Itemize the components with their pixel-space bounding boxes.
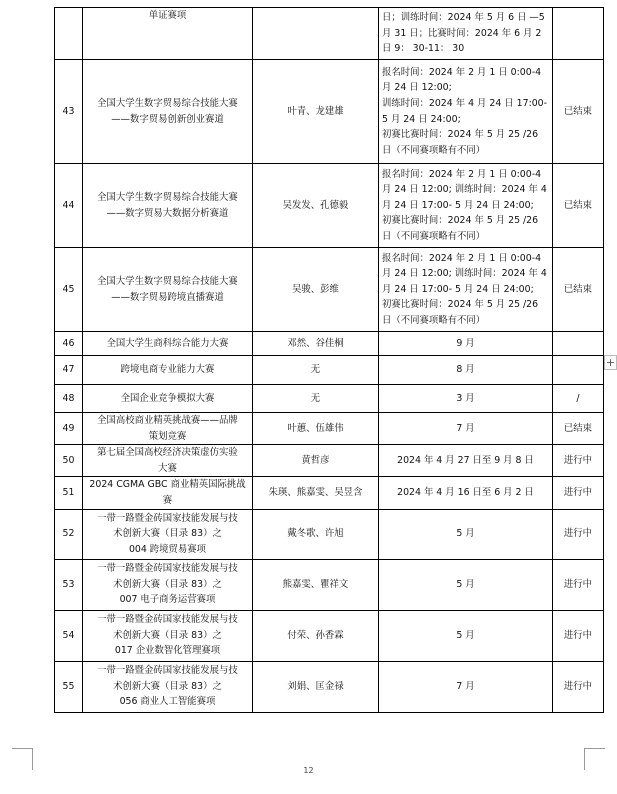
participants: 刘娟、匡金禄 [253,661,379,712]
competition-name: 第七届全国高校经济决策虚仿实验 大赛 [83,445,253,477]
schedule: 报名时间：2024 年 2 月 1 日 0:00-4 月 24 日 12:00; 训练时间：2024 年 4 月 24 日 17:00- 5 月 24 日 24:00; 初赛比赛时间：2024 年 5 月 25 /26 日（不同赛项略有不同） [379,248,553,332]
status: 进行中 [553,559,604,610]
competition-name: 全国企业竞争模拟大赛 [83,385,253,413]
table-row [55,413,604,445]
participants: 吴骏、彭维 [253,248,379,332]
competition-name: 一带一路暨金砖国家技能发展与技 术创新大赛（目录 83）之 004 跨境贸易赛项 [83,509,253,559]
table-row [55,477,604,509]
schedule: 报名时间：2024 年 2 月 1 日 0:00-4 月 24 日 12:00; 训练时间：2024 年 4 月 24 日 17:00- 5 月 24 日 24:00; 初赛比赛时间：2024 年 5 月 25 /26 日（不同赛项略有不同） [379,60,553,164]
table-row [55,332,604,356]
schedule: 2024 年 4 月 16 日至 6 月 2 日 [379,477,553,509]
row-number: 50 [55,445,83,477]
row-number [55,8,83,60]
status: 已结束 [553,164,604,248]
participants: 邓然、谷佳桐 [253,332,379,356]
schedule: 日；训练时间：2024 年 5 月 6 日 —5 月 31 日；比赛时间：2024 年 6 月 2 日 9： 30-11： 30 [379,8,553,60]
participants: 熊嘉雯、瞿祥文 [253,559,379,610]
table-row [55,248,604,332]
schedule: 5 月 [379,559,553,610]
participants: 黄哲彦 [253,445,379,477]
row-number: 51 [55,477,83,509]
table-row [55,8,604,60]
competition-name: 单证赛项 [83,8,253,60]
participants: 无 [253,385,379,413]
table-row [55,385,604,413]
status [553,332,604,356]
competition-name: 全国大学生数字贸易综合技能大赛 ——数字贸易创新创业赛道 [83,60,253,164]
add-row-button[interactable]: + [605,356,616,369]
participants: 付荣、孙香霖 [253,610,379,661]
row-number: 53 [55,559,83,610]
row-number: 49 [55,413,83,445]
row-number: 54 [55,610,83,661]
competition-name: 全国大学生商科综合能力大赛 [83,332,253,356]
schedule: 9 月 [379,332,553,356]
schedule: 7 月 [379,661,553,712]
competition-name: 跨境电商专业能力大赛 [83,356,253,385]
schedule: 8 月 [379,356,553,385]
table-row [55,445,604,477]
row-number: 55 [55,661,83,712]
status: 已结束 [553,248,604,332]
row-number: 44 [55,164,83,248]
status: 进行中 [553,610,604,661]
row-number: 52 [55,509,83,559]
participants: 叶青、龙建雄 [253,60,379,164]
status: 进行中 [553,509,604,559]
participants: 戴冬歌、许旭 [253,509,379,559]
crop-mark [12,748,33,749]
table-row [55,661,604,712]
competition-name: 一带一路暨金砖国家技能发展与技 术创新大赛（目录 83）之 007 电子商务运营赛项 [83,559,253,610]
table-row [55,164,604,248]
status [553,8,604,60]
competition-name: 全国大学生数字贸易综合技能大赛 ——数字贸易跨境直播赛道 [83,248,253,332]
row-number: 47 [55,356,83,385]
page-number: 12 [303,766,314,775]
crop-mark [584,748,605,749]
row-number: 43 [55,60,83,164]
participants: 无 [253,356,379,385]
row-number: 48 [55,385,83,413]
status: 已结束 [553,60,604,164]
participants: 叶蕙、伍雄伟 [253,413,379,445]
table-row [55,356,604,385]
schedule: 2024 年 4 月 27 日至 9 月 8 日 [379,445,553,477]
table-row [55,559,604,610]
schedule: 5 月 [379,509,553,559]
competition-name: 全国高校商业精英挑战赛——品牌 策划竞赛 [83,413,253,445]
participants: 吴发发、孔德毅 [253,164,379,248]
competition-table [54,7,604,713]
participants [253,8,379,60]
participants: 朱瑛、熊嘉雯、吴昱含 [253,477,379,509]
status: 已结束 [553,413,604,445]
schedule: 3 月 [379,385,553,413]
row-number: 45 [55,248,83,332]
competition-name: 2024 CGMA GBC 商业精英国际挑战 赛 [83,477,253,509]
schedule: 7 月 [379,413,553,445]
table-row [55,60,604,164]
table-row [55,509,604,559]
status: 进行中 [553,445,604,477]
row-number: 46 [55,332,83,356]
competition-name: 一带一路暨金砖国家技能发展与技 术创新大赛（目录 83）之 017 企业数智化管理赛项 [83,610,253,661]
schedule: 5 月 [379,610,553,661]
status: 进行中 [553,477,604,509]
status [553,356,604,385]
schedule: 报名时间：2024 年 2 月 1 日 0:00-4 月 24 日 12:00; 训练时间：2024 年 4 月 24 日 17:00- 5 月 24 日 24:00; 初赛比赛时间：2024 年 5 月 25 /26 日（不同赛项略有不同） [379,164,553,248]
competition-name: 一带一路暨金砖国家技能发展与技 术创新大赛（目录 83）之 056 商业人工智能赛项 [83,661,253,712]
status: / [553,385,604,413]
status: 进行中 [553,661,604,712]
competition-name: 全国大学生数字贸易综合技能大赛 ——数字贸易大数据分析赛道 [83,164,253,248]
table-row [55,610,604,661]
